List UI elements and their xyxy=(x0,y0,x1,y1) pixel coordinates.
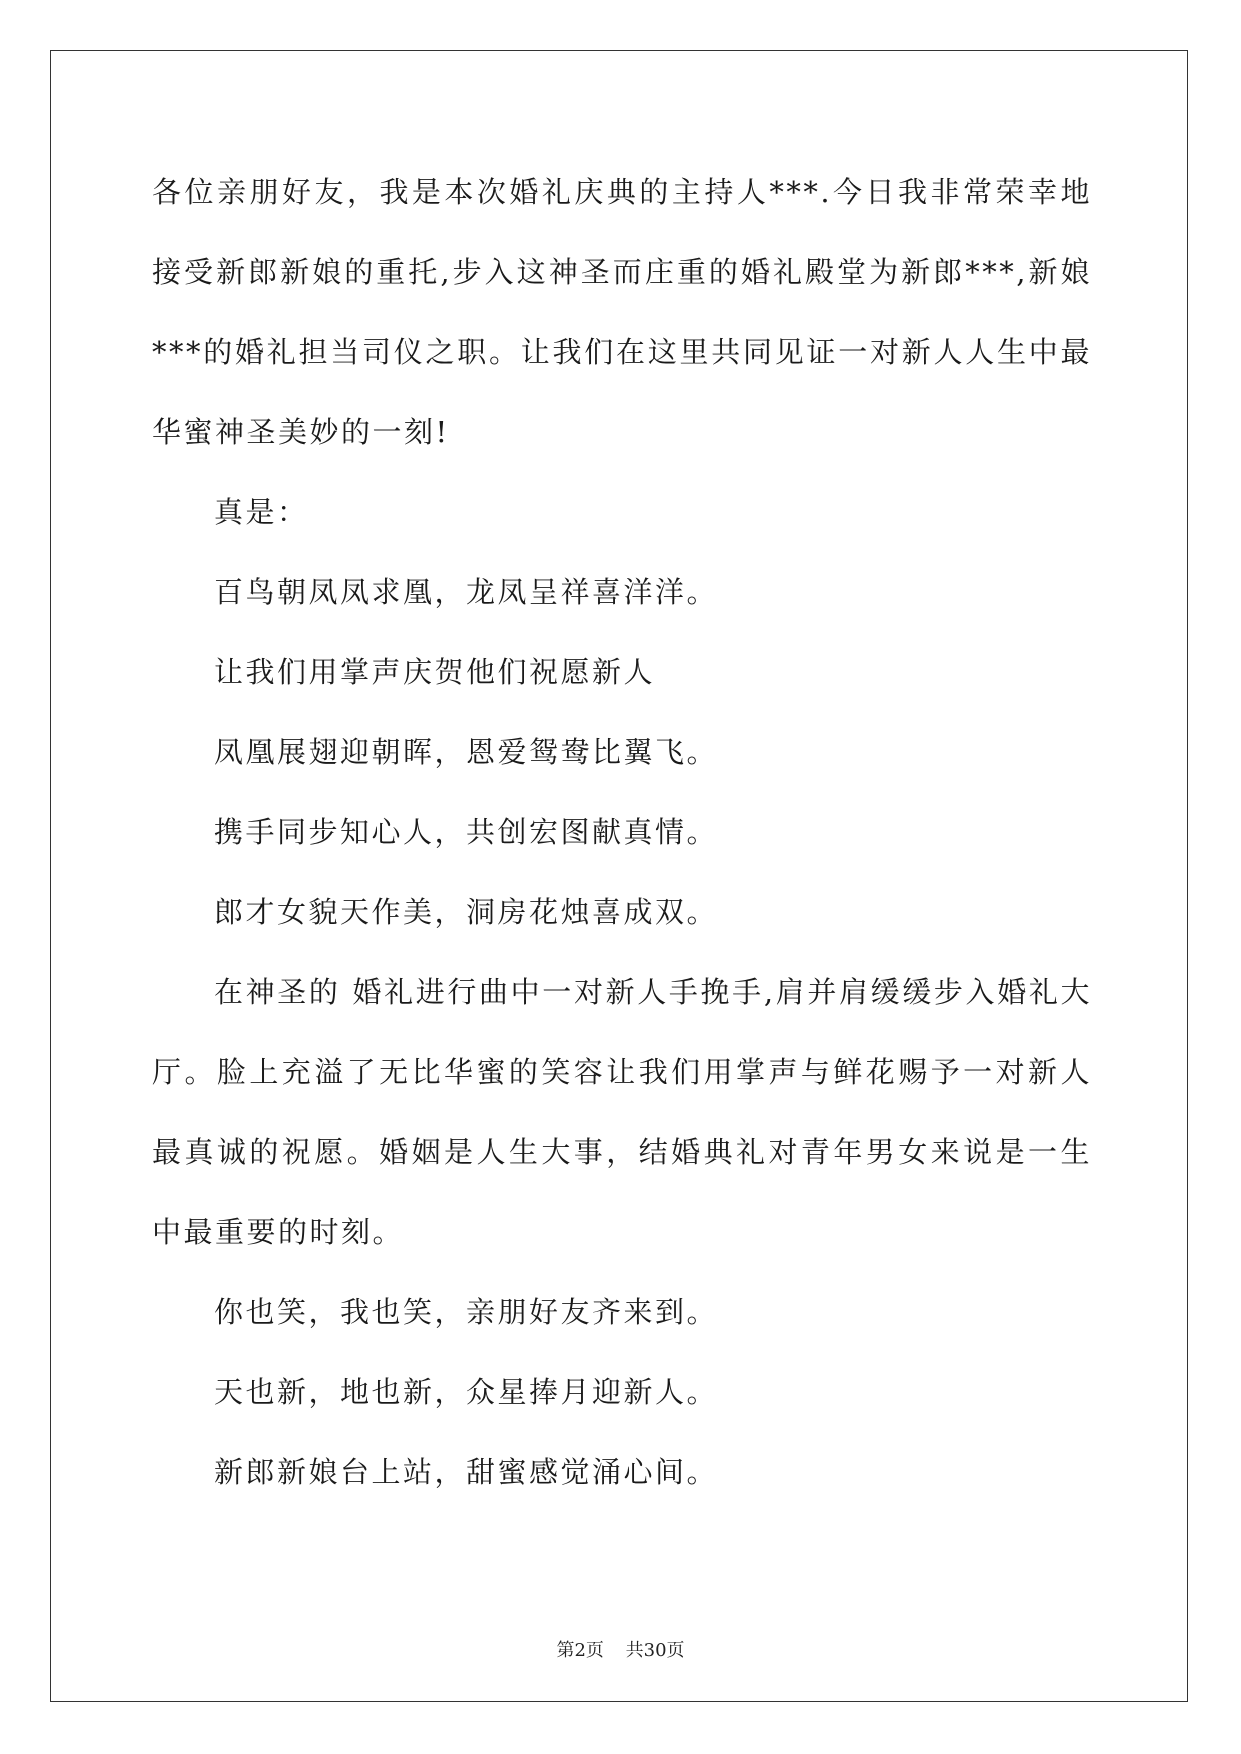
page-total: 共30页 xyxy=(625,1640,685,1661)
paragraph-line: 郎才女貌天作美，洞房花烛喜成双。 xyxy=(214,895,719,929)
paragraph-intro: 各位亲朋好友，我是本次婚礼庆典的主持人***.今日我非常荣幸地接受新郎新娘的重托,步入这神圣而庄重的婚礼殿堂为新郎***,新娘***的婚礼担当司仪之职。让我们在这里共同见证一对新人人生中最华蜜神圣美妙的一刻! xyxy=(152,175,1092,449)
page-footer xyxy=(0,1636,1241,1662)
paragraph-line: 真是： xyxy=(214,495,309,529)
paragraph-line: 百鸟朝凤凤求凰，龙凤呈祥喜洋洋。 xyxy=(214,575,719,609)
paragraph-ceremony: 在神圣的 婚礼进行曲中一对新人手挽手,肩并肩缓缓步入婚礼大厅。脸上充溢了无比华蜜的笑容让我们用掌声与鲜花赐予一对新人最真诚的祝愿。婚姻是人生大事，结婚典礼对青年男女来说是一生中最重要的时刻。 xyxy=(152,975,1092,1249)
paragraph-line: 让我们用掌声庆贺他们祝愿新人 xyxy=(214,655,656,689)
page-number: 第2页 xyxy=(556,1640,604,1661)
document-body xyxy=(152,152,1092,1512)
paragraph-line: 新郎新娘台上站，甜蜜感觉涌心间。 xyxy=(214,1455,719,1489)
paragraph-line: 你也笑，我也笑，亲朋好友齐来到。 xyxy=(214,1295,719,1329)
paragraph-line: 携手同步知心人，共创宏图献真情。 xyxy=(214,815,719,849)
paragraph-line: 凤凰展翅迎朝晖，恩爱鸳鸯比翼飞。 xyxy=(214,735,719,769)
paragraph-line: 天也新，地也新，众星捧月迎新人。 xyxy=(214,1375,719,1409)
